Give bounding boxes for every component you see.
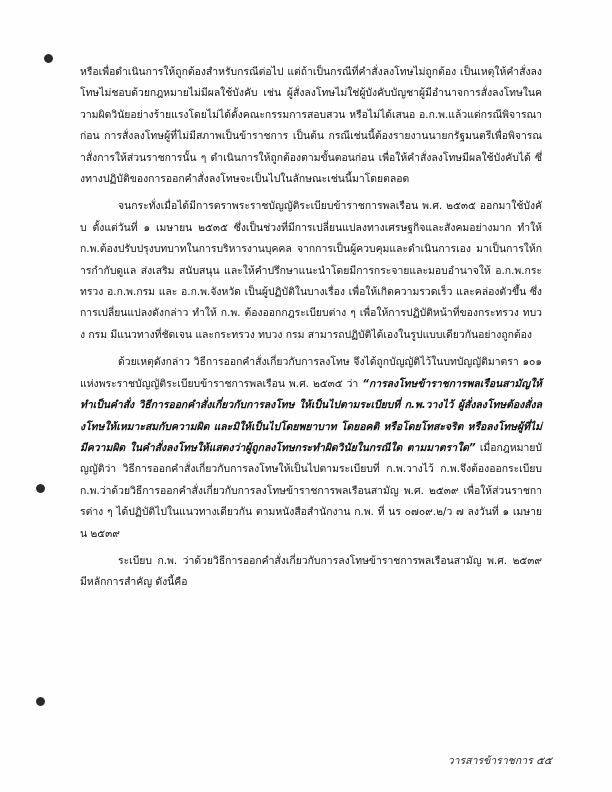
paragraph-regulation: ระเบียบ ก.พ. ว่าด้วยวิธีการออกคำสั่งเกี่ยวกับการลงโทษข้าราชการพลเรือนสามัญ พ.ศ. ๒๕๓๙ มีหลักการสำคัญ ดังนี้คือ — [80, 554, 542, 589]
section-101-intro: ด้วยเหตุดังกล่าว วิธีการออกคำสั่งเกี่ยวกับการลงโทษ จึงได้ถูกบัญญัติไว้ในบทบัญญัติมาตรา ๑๐๑ แห่งพระราชบัญญัติระเบียบข้าราชการพลเรือน พ.ศ. ๒๕๓๕ ว่า — [80, 356, 542, 390]
section-101-quote: “การลงโทษข้าราชการพลเรือนสามัญให้ทำเป็นคำสั่ง วิธีการออกคำสั่งเกี่ยวกับการลงโทษ ให้เป็นไปตามระเบียบที่ ก.พ.วางไว้ ผู้สั่งลงโทษต้องสั่งลงโทษให้เหมาะสมกับความผิด และมิให้เป็นไปโดยพยาบาท โดยอคติ หรือโดยโทสะจริต หรือลงโทษผู้ที่ไม่มีความผิด ในคำสั่งลงโทษให้แสดงว่าผู้ถูกลงโทษกระทำผิดวินัยในกรณีใด ตามมาตราใด” — [80, 377, 542, 454]
punch-hole — [44, 54, 53, 63]
journal-name: วารสารข้าราชการ — [447, 755, 533, 767]
section-101-followup: เมื่อกฎหมายบัญญัติว่า วิธีการออกคำสั่งเกี่ยวกับการลงโทษให้เป็นไปตามระเบียบที่ ก.พ.วางไว้ ก.พ.จึงต้องออกระเบียบ ก.พ.ว่าด้วยวิธีการออกคำสั่งเกี่ยวกับการลงโทษข้าราชการพลเรือนสามัญ พ.ศ. ๒๕๓๙ เพื่อให้ส่วนราชการต่าง ๆ ได้ปฏิบัติไปในแนวทางเดียวกัน ตามหนังสือสำนักงาน ก.พ. ที่ นร ๐๗๐๙.๒/ว ๗ ลงวันที่ ๑ เมษายน ๒๕๓๙ — [80, 441, 542, 540]
paragraph-continuation: หรือเพื่อดำเนินการให้ถูกต้องสำหรับกรณีต่อไป แต่ถ้าเป็นกรณีที่คำสั่งลงโทษไม่ถูกต้อง เป็นเหตุให้คำสั่งลงโทษไม่ชอบด้วยกฎหมายไม่มีผลใช้บังคับ เช่น ผู้สั่งลงโทษไม่ใช่ผู้บังคับบัญชาผู้มีอำนาจการสั่งลงโทษในความผิดวินัยอย่างร้ายแรงโดยไม่ได้ตั้งคณะกรรมการสอบสวน หรือไม่ได้เสนอ อ.ก.พ.แล้วแต่กรณีพิจารณาก่อน การสั่งลงโทษผู้ที่ไม่มีสภาพเป็นข้าราชการ เป็นต้น กรณีเช่นนี้ต้องรายงานนายกรัฐมนตรีเพื่อพิจารณาสั่งการให้ส่วนราชการนั้น ๆ ดำเนินการให้ถูกต้องตามขั้นตอนก่อน เพื่อให้คำสั่งลงโทษมีผลใช้บังคับได้ ซึ่งทางปฏิบัติของการออกคำสั่งลงโทษจะเป็นไปในลักษณะเช่นนี้มาโดยตลอด — [80, 66, 542, 186]
paragraph-section-101 — [80, 352, 542, 545]
body-text — [80, 62, 542, 600]
punch-hole — [36, 484, 45, 493]
punch-hole — [36, 697, 45, 706]
page-footer — [448, 752, 552, 769]
paragraph-civil-service-act: จนกระทั่งเมื่อได้มีการตราพระราชบัญญัติระเบียบข้าราชการพลเรือน พ.ศ. ๒๕๓๕ ออกมาใช้บังคับ ตั้งแต่วันที่ ๑ เมษายน ๒๕๓๕ ซึ่งเป็นช่วงที่มีการเปลี่ยนแปลงทางเศรษฐกิจและสังคมอย่างมาก ทำให้ ก.พ.ต้องปรับปรุงบทบาทในการบริหารงานบุคคล จากการเป็นผู้ควบคุมและดำเนินการเอง มาเป็นการให้การกำกับดูแล ส่งเสริม สนับสนุน และให้คำปรึกษาแนะนำโดยมีการกระจายและมอบอำนาจให้ อ.ก.พ.กระทรวง อ.ก.พ.กรม และ อ.ก.พ.จังหวัด เป็นผู้ปฏิบัติในบางเรื่อง เพื่อให้เกิดความรวดเร็ว และคล่องตัวขึ้น ซึ่งการเปลี่ยนแปลงดังกล่าว ทำให้ ก.พ. ต้องออกกฎระเบียบต่าง ๆ เพื่อให้การปฏิบัติหน้าที่ของกระทรวง ทบวง กรม มีแนวทางที่ชัดเจน และกระทรวง ทบวง กรม สามารถปฏิบัติได้เองในรูปแบบเดียวกันอย่างถูกต้อง — [80, 200, 542, 341]
page-number: ๕๕ — [536, 755, 552, 767]
